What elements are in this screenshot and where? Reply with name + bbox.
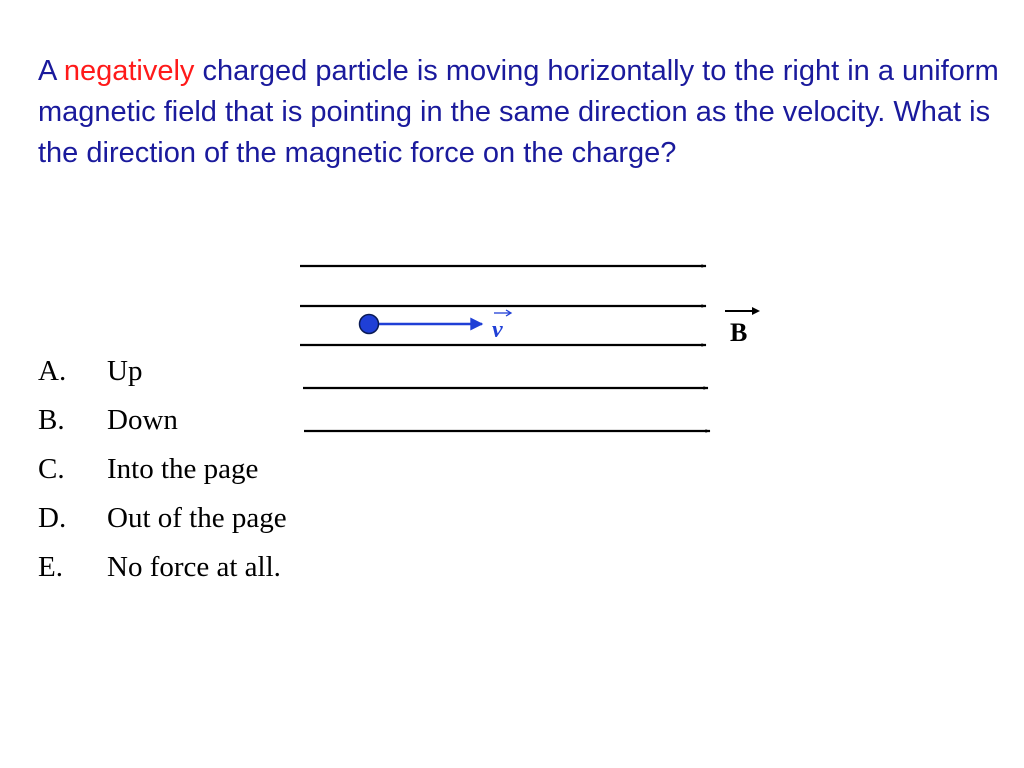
choice-letter: A. [38,355,67,387]
choice-letter: D. [38,502,67,534]
choice-letter: B. [38,404,65,436]
velocity-label: v [492,317,503,343]
question-prefix: A [38,55,64,87]
choice-a[interactable] [38,349,287,398]
choice-letter: C. [38,453,65,485]
field-label: B [730,318,748,347]
choice-text: No force at all. [107,551,281,583]
choice-e[interactable] [38,545,287,594]
choice-b[interactable] [38,398,287,447]
choice-text: Out of the page [107,502,287,534]
answer-choices [38,349,287,594]
question-rest: charged particle is moving horizontally to the right in a uniform magnetic field that is pointing in the same direction as the velocity. What is the direction of the magnetic force on the charge? [38,55,999,169]
choice-letter: E. [38,551,63,583]
choice-d[interactable] [38,496,287,545]
choice-c[interactable] [38,447,287,496]
field-vector-head [752,307,760,315]
choice-text: Into the page [107,453,259,485]
choice-text: Down [107,404,178,436]
charged-particle [360,315,379,334]
question-highlight: negatively [63,55,195,87]
choice-text: Up [107,355,143,387]
